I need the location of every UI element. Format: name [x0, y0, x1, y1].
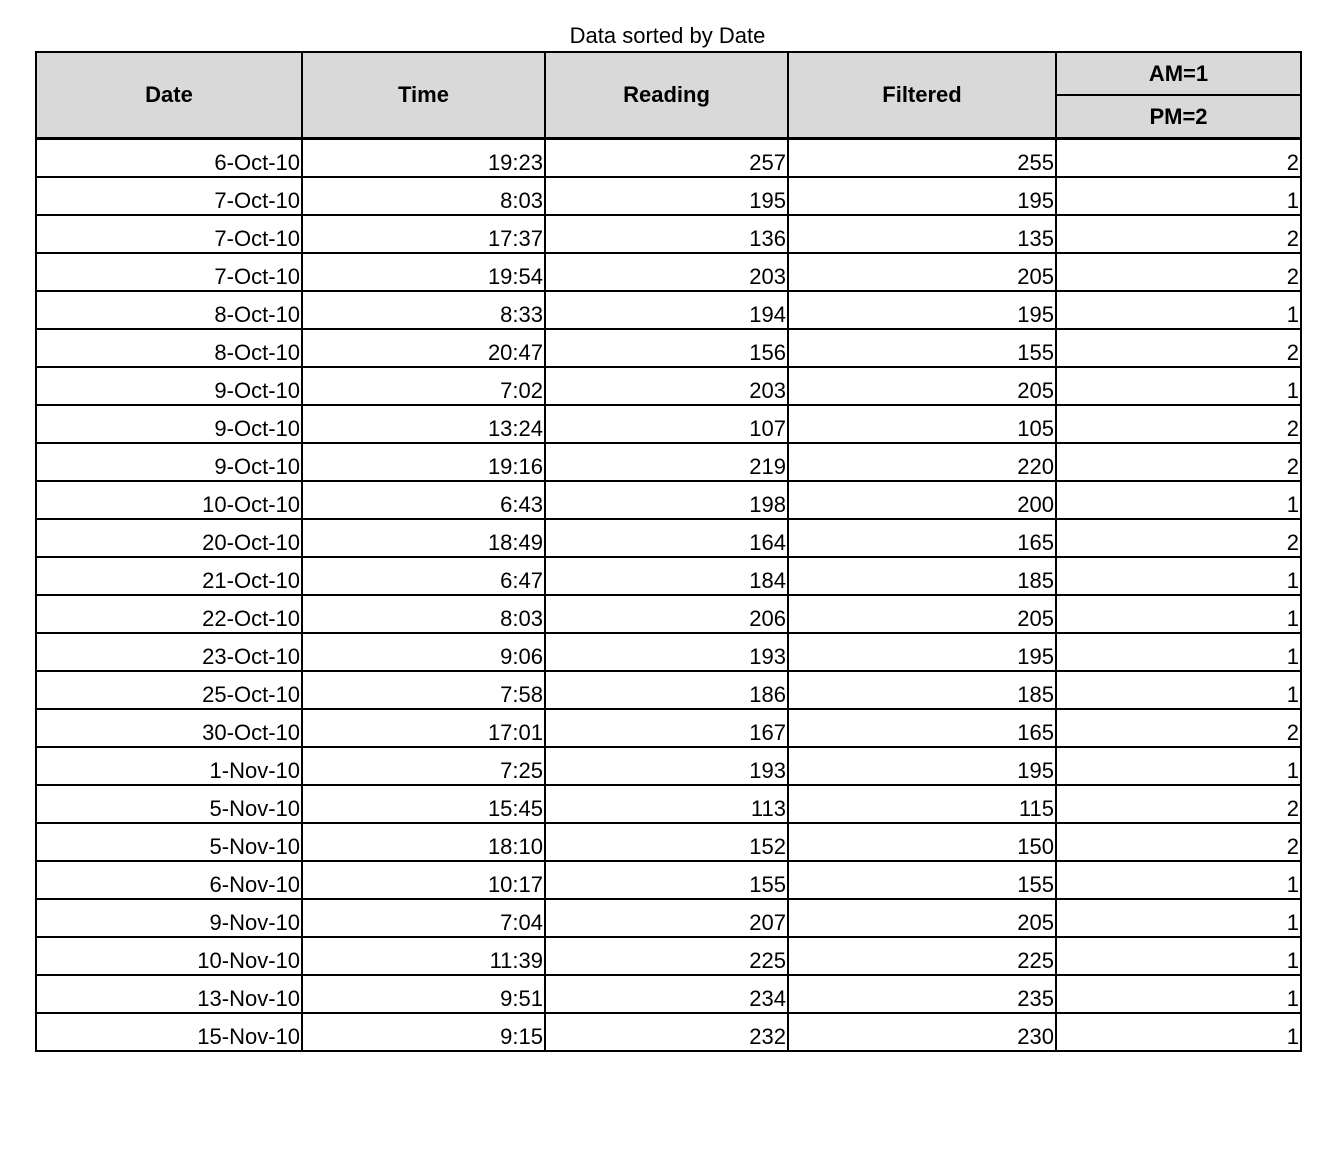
cell-filtered: 205: [788, 253, 1056, 291]
cell-ampm: 1: [1056, 671, 1301, 709]
cell-filtered: 230: [788, 1013, 1056, 1051]
cell-ampm: 2: [1056, 253, 1301, 291]
cell-filtered: 255: [788, 139, 1056, 178]
cell-ampm: 1: [1056, 481, 1301, 519]
data-table: [35, 51, 1302, 1052]
cell-ampm: 2: [1056, 139, 1301, 178]
cell-date: 8-Oct-10: [36, 329, 302, 367]
cell-date: 9-Oct-10: [36, 443, 302, 481]
cell-reading: 206: [545, 595, 788, 633]
cell-reading: 152: [545, 823, 788, 861]
cell-ampm: 1: [1056, 861, 1301, 899]
cell-date: 6-Oct-10: [36, 139, 302, 178]
header-date: Date: [36, 52, 302, 139]
cell-time: 17:37: [302, 215, 545, 253]
table-row: [36, 557, 1301, 595]
cell-reading: 113: [545, 785, 788, 823]
cell-reading: 203: [545, 367, 788, 405]
cell-reading: 155: [545, 861, 788, 899]
cell-date: 22-Oct-10: [36, 595, 302, 633]
cell-filtered: 235: [788, 975, 1056, 1013]
cell-reading: 219: [545, 443, 788, 481]
cell-ampm: 1: [1056, 177, 1301, 215]
cell-time: 19:23: [302, 139, 545, 178]
table-row: [36, 899, 1301, 937]
cell-reading: 136: [545, 215, 788, 253]
cell-date: 13-Nov-10: [36, 975, 302, 1013]
cell-date: 23-Oct-10: [36, 633, 302, 671]
cell-time: 8:03: [302, 595, 545, 633]
cell-date: 8-Oct-10: [36, 291, 302, 329]
cell-filtered: 200: [788, 481, 1056, 519]
cell-date: 5-Nov-10: [36, 785, 302, 823]
header-filtered: Filtered: [788, 52, 1056, 139]
table-row: [36, 519, 1301, 557]
header-time: Time: [302, 52, 545, 139]
cell-reading: 164: [545, 519, 788, 557]
cell-time: 6:47: [302, 557, 545, 595]
cell-reading: 184: [545, 557, 788, 595]
cell-date: 15-Nov-10: [36, 1013, 302, 1051]
table-row: [36, 139, 1301, 178]
cell-ampm: 1: [1056, 367, 1301, 405]
table-row: [36, 785, 1301, 823]
cell-date: 6-Nov-10: [36, 861, 302, 899]
cell-reading: 232: [545, 1013, 788, 1051]
cell-filtered: 185: [788, 671, 1056, 709]
cell-ampm: 1: [1056, 937, 1301, 975]
table-row: [36, 367, 1301, 405]
header-reading: Reading: [545, 52, 788, 139]
cell-time: 8:33: [302, 291, 545, 329]
cell-filtered: 135: [788, 215, 1056, 253]
cell-filtered: 155: [788, 329, 1056, 367]
cell-time: 19:54: [302, 253, 545, 291]
cell-ampm: 1: [1056, 595, 1301, 633]
header-am: AM=1: [1056, 52, 1301, 95]
table-row: [36, 747, 1301, 785]
table-row: [36, 481, 1301, 519]
table-row: [36, 937, 1301, 975]
cell-ampm: 2: [1056, 709, 1301, 747]
table-row: [36, 633, 1301, 671]
cell-ampm: 1: [1056, 975, 1301, 1013]
cell-time: 17:01: [302, 709, 545, 747]
table-header: [36, 52, 1301, 139]
cell-filtered: 115: [788, 785, 1056, 823]
cell-filtered: 105: [788, 405, 1056, 443]
table-body: [36, 139, 1301, 1052]
table-row: [36, 595, 1301, 633]
cell-date: 10-Oct-10: [36, 481, 302, 519]
cell-date: 7-Oct-10: [36, 215, 302, 253]
cell-date: 30-Oct-10: [36, 709, 302, 747]
cell-reading: 186: [545, 671, 788, 709]
table-row: [36, 329, 1301, 367]
cell-date: 1-Nov-10: [36, 747, 302, 785]
cell-time: 8:03: [302, 177, 545, 215]
cell-reading: 156: [545, 329, 788, 367]
table-row: [36, 671, 1301, 709]
cell-date: 9-Nov-10: [36, 899, 302, 937]
cell-time: 9:15: [302, 1013, 545, 1051]
cell-filtered: 220: [788, 443, 1056, 481]
cell-date: 7-Oct-10: [36, 253, 302, 291]
header-pm: PM=2: [1056, 95, 1301, 139]
cell-ampm: 1: [1056, 633, 1301, 671]
cell-filtered: 165: [788, 519, 1056, 557]
table-row: [36, 709, 1301, 747]
cell-ampm: 2: [1056, 405, 1301, 443]
cell-reading: 257: [545, 139, 788, 178]
cell-ampm: 2: [1056, 519, 1301, 557]
cell-time: 7:25: [302, 747, 545, 785]
cell-filtered: 205: [788, 595, 1056, 633]
table-row: [36, 975, 1301, 1013]
cell-ampm: 1: [1056, 291, 1301, 329]
cell-date: 9-Oct-10: [36, 405, 302, 443]
cell-time: 18:49: [302, 519, 545, 557]
cell-time: 9:51: [302, 975, 545, 1013]
cell-time: 13:24: [302, 405, 545, 443]
cell-ampm: 1: [1056, 899, 1301, 937]
table-caption: Data sorted by Date: [569, 23, 766, 48]
table-row: [36, 1013, 1301, 1051]
cell-time: 6:43: [302, 481, 545, 519]
cell-filtered: 165: [788, 709, 1056, 747]
cell-time: 11:39: [302, 937, 545, 975]
cell-time: 18:10: [302, 823, 545, 861]
cell-time: 7:58: [302, 671, 545, 709]
cell-reading: 203: [545, 253, 788, 291]
cell-date: 21-Oct-10: [36, 557, 302, 595]
cell-reading: 193: [545, 633, 788, 671]
cell-time: 7:04: [302, 899, 545, 937]
table-row: [36, 253, 1301, 291]
cell-date: 20-Oct-10: [36, 519, 302, 557]
cell-reading: 194: [545, 291, 788, 329]
cell-filtered: 155: [788, 861, 1056, 899]
cell-reading: 225: [545, 937, 788, 975]
cell-time: 15:45: [302, 785, 545, 823]
cell-ampm: 1: [1056, 557, 1301, 595]
table-row: [36, 823, 1301, 861]
cell-filtered: 205: [788, 899, 1056, 937]
cell-ampm: 2: [1056, 329, 1301, 367]
cell-time: 20:47: [302, 329, 545, 367]
cell-ampm: 2: [1056, 215, 1301, 253]
cell-ampm: 2: [1056, 785, 1301, 823]
cell-date: 9-Oct-10: [36, 367, 302, 405]
cell-reading: 195: [545, 177, 788, 215]
cell-reading: 198: [545, 481, 788, 519]
cell-ampm: 2: [1056, 823, 1301, 861]
table-row: [36, 405, 1301, 443]
cell-time: 19:16: [302, 443, 545, 481]
table-row: [36, 291, 1301, 329]
table-row: [36, 177, 1301, 215]
cell-filtered: 185: [788, 557, 1056, 595]
cell-filtered: 225: [788, 937, 1056, 975]
cell-filtered: 150: [788, 823, 1056, 861]
cell-reading: 107: [545, 405, 788, 443]
cell-ampm: 2: [1056, 443, 1301, 481]
cell-time: 7:02: [302, 367, 545, 405]
cell-date: 5-Nov-10: [36, 823, 302, 861]
cell-time: 9:06: [302, 633, 545, 671]
cell-date: 10-Nov-10: [36, 937, 302, 975]
cell-date: 25-Oct-10: [36, 671, 302, 709]
cell-filtered: 195: [788, 177, 1056, 215]
cell-filtered: 195: [788, 747, 1056, 785]
cell-filtered: 195: [788, 633, 1056, 671]
cell-reading: 234: [545, 975, 788, 1013]
cell-ampm: 1: [1056, 1013, 1301, 1051]
cell-date: 7-Oct-10: [36, 177, 302, 215]
cell-reading: 193: [545, 747, 788, 785]
cell-time: 10:17: [302, 861, 545, 899]
table-row: [36, 215, 1301, 253]
cell-reading: 167: [545, 709, 788, 747]
table-row: [36, 443, 1301, 481]
cell-filtered: 205: [788, 367, 1056, 405]
cell-reading: 207: [545, 899, 788, 937]
cell-filtered: 195: [788, 291, 1056, 329]
cell-ampm: 1: [1056, 747, 1301, 785]
table-row: [36, 861, 1301, 899]
